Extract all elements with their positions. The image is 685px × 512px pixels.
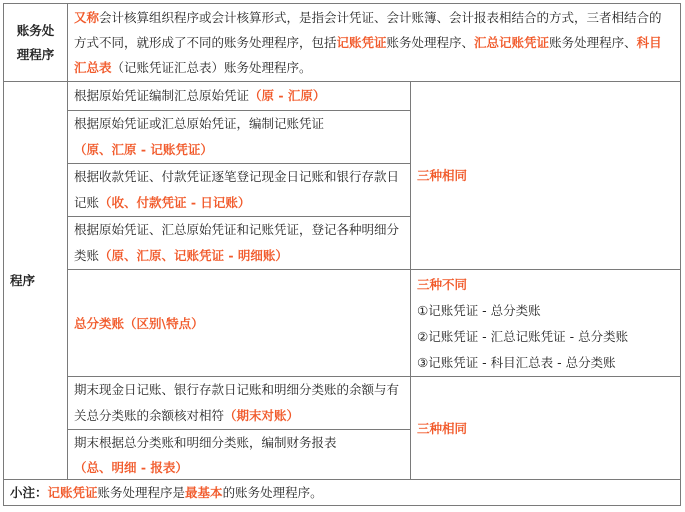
summary-text-2: 的账务处理程序。 bbox=[222, 485, 323, 500]
general-ledger-cell bbox=[67, 270, 411, 377]
step-6-tag: （总、明细 - 报表） bbox=[74, 460, 188, 475]
procedure-label: 程序 bbox=[10, 273, 36, 288]
step-1 bbox=[67, 82, 411, 111]
step-2 bbox=[67, 111, 411, 164]
different-cell bbox=[411, 270, 681, 377]
different-item-1: ①记账凭证 - 总分类账 bbox=[417, 303, 541, 318]
same-cell-2 bbox=[411, 377, 681, 480]
step-2-tag: （原、汇原 - 记账凭证） bbox=[74, 142, 213, 157]
step-5 bbox=[67, 377, 411, 430]
different-item-2: ②记账凭证 - 汇总记账凭证 - 总分类账 bbox=[417, 329, 629, 344]
same-label-2: 三种相同 bbox=[417, 420, 468, 436]
procedure-table bbox=[3, 3, 681, 506]
step-6 bbox=[67, 430, 411, 480]
step-5-text: 期末现金日记账、银行存款日记账和明细分类账的余额与有关总分类账的余额核对相符 bbox=[74, 382, 400, 423]
header-label-line2: 理程序 bbox=[16, 46, 55, 62]
step-3-tag: （收、付款凭证 - 日记账） bbox=[99, 195, 251, 210]
definition-text-2: 账务处理程序、 bbox=[386, 35, 475, 50]
summary-text: 账务处理程序是 bbox=[97, 485, 186, 500]
step-4-text: 根据原始凭证、汇总原始凭证和记账凭证，登记各种明细分类账 bbox=[74, 222, 400, 263]
step-1-text: 根据原始凭证编制汇总原始凭证 bbox=[74, 88, 250, 103]
different-title: 三种不同 bbox=[417, 277, 468, 292]
definition-cell bbox=[67, 3, 681, 82]
definition-text-4: （记账凭证汇总表）账务处理程序。 bbox=[111, 60, 312, 75]
summary-most-basic: 最基本 bbox=[185, 485, 223, 500]
summary-cell bbox=[3, 480, 681, 506]
procedure-label-cell bbox=[3, 82, 67, 480]
summary-label: 小注： bbox=[10, 485, 48, 500]
step-3-text: 根据收款凭证、付款凭证逐笔登记现金日记账和银行存款日记账 bbox=[74, 169, 400, 210]
definition-also-called: 又称 bbox=[74, 10, 100, 25]
definition-term-3: 科目汇总表 bbox=[74, 35, 662, 75]
header-label-line1: 账务处 bbox=[16, 22, 55, 38]
different-item-3: ③记账凭证 - 科目汇总表 - 总分类账 bbox=[417, 355, 616, 370]
header-label-cell bbox=[3, 3, 67, 82]
same-cell-1 bbox=[411, 82, 681, 270]
step-4-tag: （原、汇原、记账凭证 - 明细账） bbox=[99, 248, 288, 263]
step-2-text: 根据原始凭证或汇总原始凭证，编制记账凭证 bbox=[74, 116, 325, 131]
definition-text: 会计核算组织程序或会计核算形式，是指会计凭证、会计账簿、会计报表相结合的方式，三者相结合的方式不同，就形成了不同的账务处理程序，包括 bbox=[74, 10, 662, 50]
same-label-1: 三种相同 bbox=[417, 168, 468, 183]
definition-term-1: 记账凭证 bbox=[336, 35, 387, 50]
general-ledger-label: 总分类账（区别\特点） bbox=[74, 315, 204, 331]
definition-term-2: 汇总记账凭证 bbox=[474, 35, 550, 50]
step-3 bbox=[67, 164, 411, 217]
step-5-tag: （期末对账） bbox=[224, 408, 300, 423]
step-1-tag: （原 - 汇原） bbox=[249, 88, 326, 103]
step-6-text: 期末根据总分类账和明细分类账，编制财务报表 bbox=[74, 435, 337, 450]
definition-text-3: 账务处理程序、 bbox=[549, 35, 637, 50]
summary-term: 记账凭证 bbox=[47, 485, 98, 500]
step-4 bbox=[67, 217, 411, 270]
